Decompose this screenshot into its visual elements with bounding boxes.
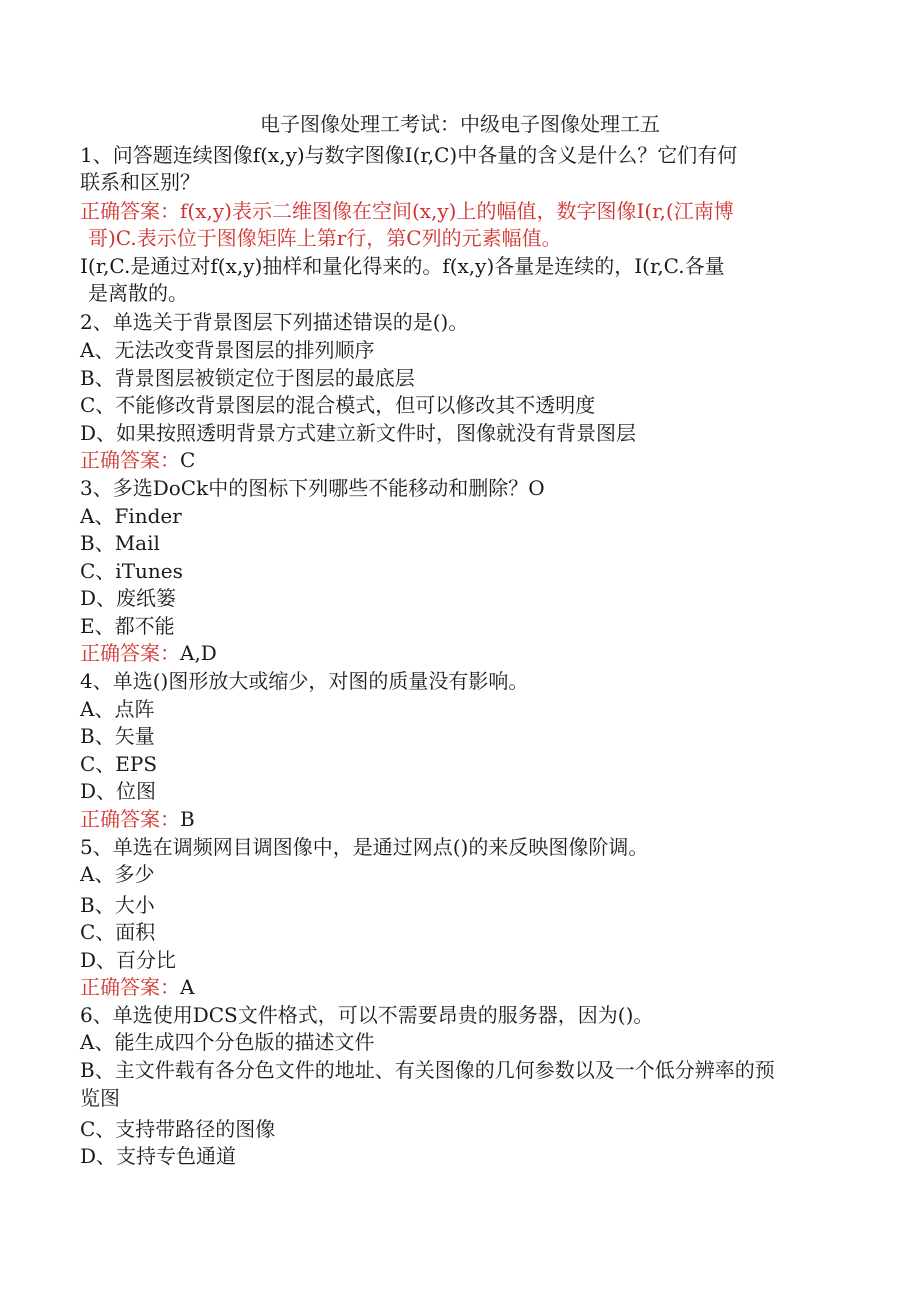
question-6-option: B、主文件载有各分色文件的地址、有关图像的几何参数以及一个低分辨率的预 [80,1058,775,1082]
answer-label: 正确答案： [80,199,180,223]
question-1-answer-cont: 是离散的。 [88,281,188,305]
answer-label: 正确答案： [80,975,180,999]
question-3-option: D、废纸篓 [80,586,177,610]
question-2-answer [80,447,830,473]
question-3-stem: 3、多选DoCk中的图标下列哪些不能移动和删除？O [80,476,545,500]
question-3-option: C、iTunes [80,559,183,583]
question-4-option: D、位图 [80,779,157,803]
question-1-stem: 1、问答题连续图像f(x,y)与数字图像I(r,C)中各量的含义是什么？它们有何 [80,143,738,167]
question-3-option: B、Mail [80,531,160,555]
question-6-option-cont: 览图 [80,1086,120,1110]
question-6-option: C、支持带路径的图像 [80,1117,276,1141]
question-2-option: B、背景图层被锁定位于图层的最底层 [80,366,415,390]
answer-label: 正确答案： [80,807,180,831]
question-4-stem: 4、单选()图形放大或缩少，对图的质量没有影响。 [80,669,529,693]
question-5-option: B、大小 [80,893,155,917]
question-1-answer-cont: I(r,C.是通过对f(x,y)抽样和量化得来的。f(x,y)各量是连续的，I(r,C.各量 [80,254,725,278]
answer-label: 正确答案： [80,641,180,665]
question-5-answer [80,974,830,1000]
question-1-answer [80,198,830,224]
document-title: 电子图像处理工考试：中级电子图像处理工五 [260,112,660,136]
question-4-answer [80,806,830,832]
question-1-stem-cont: 联系和区别？ [80,170,200,194]
question-2-option: C、不能修改背景图层的混合模式，但可以修改其不透明度 [80,393,596,417]
question-5-option: A、多少 [80,862,155,886]
question-5-option: D、百分比 [80,948,177,972]
question-2-option: A、无法改变背景图层的排列顺序 [80,338,375,362]
question-4-option: C、EPS [80,752,158,776]
question-3-option: E、都不能 [80,614,175,638]
question-3-option: A、Finder [80,504,182,528]
question-4-option: B、矢量 [80,724,155,748]
question-6-option: D、支持专色通道 [80,1144,237,1168]
question-2-stem: 2、单选关于背景图层下列描述错误的是()。 [80,310,469,334]
question-4-option: A、点阵 [80,697,155,721]
question-5-option: C、面积 [80,920,156,944]
answer-value: C [180,448,196,472]
question-5-stem: 5、单选在调频网目调图像中，是通过网点()的来反映图像阶调。 [80,835,649,859]
answer-value: A [180,975,195,999]
question-1-answer-cont: 哥)C.表示位于图像矩阵上第r行，第C列的元素幅值。 [88,226,562,250]
answer-label: 正确答案： [80,448,180,472]
question-6-option: A、能生成四个分色版的描述文件 [80,1030,375,1054]
question-3-answer [80,640,830,666]
answer-value: B [180,807,195,831]
answer-value: A,D [180,641,217,665]
answer-text: f(x,y)表示二维图像在空间(x,y)上的幅值，数字图像I(r,(江南博 [180,199,734,223]
question-2-option: D、如果按照透明背景方式建立新文件时，图像就没有背景图层 [80,421,637,445]
question-6-stem: 6、单选使用DCS文件格式，可以不需要昂贵的服务器，因为()。 [80,1003,654,1027]
